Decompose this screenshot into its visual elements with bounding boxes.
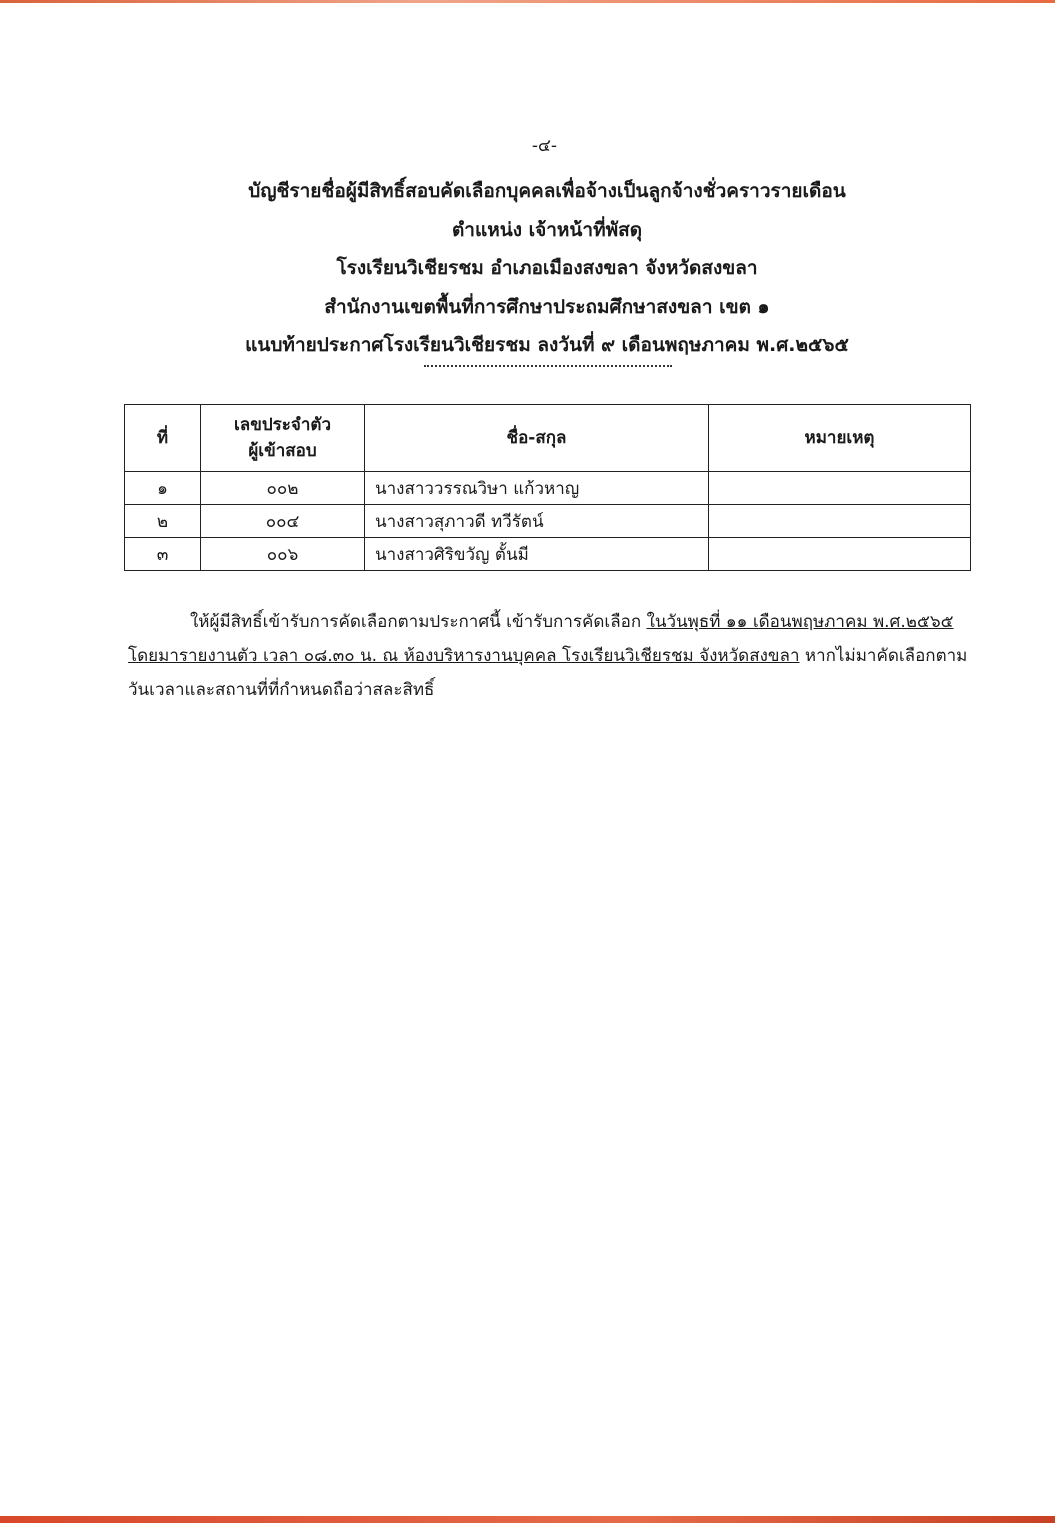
header-name: ชื่อ-สกุล (365, 405, 709, 472)
title-line-5: แนบท้ายประกาศโรงเรียนวิเชียรชม ลงวันที่ ๙ เดือนพฤษภาคม พ.ศ.๒๕๖๕ (245, 334, 849, 356)
title-line-3: โรงเรียนวิเชียรชม อำเภอเมืองสงขลา จังหวัดสงขลา (336, 257, 758, 279)
page-number: -๔- (531, 136, 558, 156)
title-line-1: บัญชีรายชื่อผู้มีสิทธิ์สอบคัดเลือกบุคคลเพื่อจ้างเป็นลูกจ้างชั่วคราวรายเดือน (248, 180, 846, 202)
notice-date: ในวันพุธที่ ๑๑ เดือนพฤษภาคม พ.ศ.๒๕๖๕ (646, 612, 954, 632)
cell-note (709, 505, 971, 538)
header-note: หมายเหตุ (709, 405, 971, 472)
table-header-row (125, 405, 971, 472)
cell-exam-id: ๐๐๖ (201, 538, 365, 571)
header-no: ที่ (125, 405, 201, 472)
title-line-4: สำนักงานเขตพื้นที่การศึกษาประถมศึกษาสงขลา เขต ๑ (324, 295, 770, 318)
document-title (0, 172, 1055, 365)
dotted-divider (424, 365, 672, 367)
table-row (125, 472, 971, 505)
notice-line-1 (128, 605, 998, 639)
table-row (125, 505, 971, 538)
cell-exam-id: ๐๐๒ (201, 472, 365, 505)
header-exam-id (201, 405, 365, 472)
notice-line-2-text: หากไม่มาคัดเลือกตาม (799, 646, 968, 666)
cell-exam-id: ๐๐๔ (201, 505, 365, 538)
notice-line-2 (128, 639, 998, 673)
cell-note (709, 538, 971, 571)
title-line-2: ตำแหน่ง เจ้าหน้าที่พัสดุ (451, 218, 643, 241)
cell-name: นางสาววรรณวิษา แก้วหาญ (365, 472, 709, 505)
header-exam-id-line1: เลขประจำตัว (234, 415, 331, 435)
cell-no: ๓ (125, 538, 201, 571)
cell-name: นางสาวสุภาวดี ทวีรัตน์ (365, 505, 709, 538)
notice-line-3: วันเวลาและสถานที่ที่กำหนดถือว่าสละสิทธิ์ (128, 680, 435, 700)
notice-paragraph (128, 605, 998, 707)
table-row (125, 538, 971, 571)
page-edge-top (0, 0, 1055, 3)
header-exam-id-line2: ผู้เข้าสอบ (248, 441, 317, 461)
cell-note (709, 472, 971, 505)
cell-name: นางสาวศิริขวัญ ตั้นมี (365, 538, 709, 571)
cell-no: ๑ (125, 472, 201, 505)
page-edge-bottom (0, 1516, 1055, 1523)
notice-time-place: โดยมารายงานตัว เวลา ๐๘.๓๐ น. ณ ห้องบริหารงานบุคคล โรงเรียนวิเชียรชม จังหวัดสงขลา (128, 646, 800, 666)
cell-no: ๒ (125, 505, 201, 538)
notice-line-1-text: ให้ผู้มีสิทธิ์เข้ารับการคัดเลือกตามประกาศนี้ เข้ารับการคัดเลือก (190, 612, 647, 632)
candidate-table (124, 404, 971, 571)
